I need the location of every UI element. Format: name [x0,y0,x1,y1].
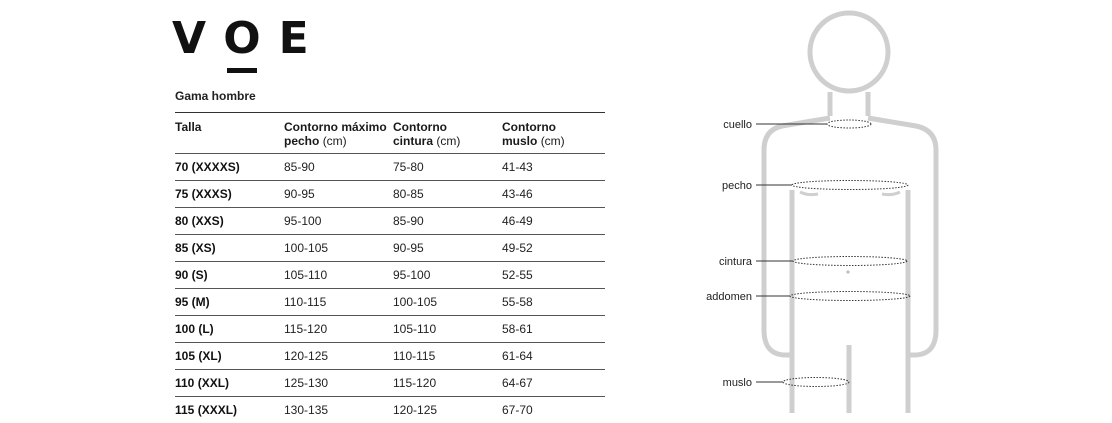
measurement-cell: 95-100 [393,262,502,289]
neck-measure-ring [827,120,871,128]
label-abdomen: addomen [706,291,752,303]
table-row [175,262,605,289]
label-thigh: muslo [723,377,752,389]
label-chest: pecho [722,180,752,192]
table-body [175,154,605,423]
size-cell: 115 (XXXL) [175,397,284,423]
table-row [175,235,605,262]
measurement-cell: 85-90 [284,154,393,181]
size-cell: 90 (S) [175,262,284,289]
measurement-cell: 80-85 [393,181,502,208]
table-row [175,370,605,397]
measurement-cell: 110-115 [284,289,393,316]
measurement-cell: 46-49 [502,208,605,235]
column-header-unit: (cm) [436,134,460,148]
measurement-cell: 120-125 [393,397,502,423]
measurement-cell: 41-43 [502,154,605,181]
table-header-row [175,113,605,154]
measurement-cell: 130-135 [284,397,393,423]
body-measurement-figure [700,0,960,413]
size-cell: 85 (XS) [175,235,284,262]
measurement-cell: 75-80 [393,154,502,181]
measurement-cell: 49-52 [502,235,605,262]
measurement-cell: 105-110 [284,262,393,289]
column-header-unit: (cm) [323,134,347,148]
measurement-cell: 58-61 [502,316,605,343]
column-header-subtitle: pecho [284,134,319,148]
table-row [175,397,605,423]
table-row [175,316,605,343]
column-header-unit: (cm) [541,134,565,148]
size-chart-table [175,112,605,423]
measurement-cell: 67-70 [502,397,605,423]
measurement-cell: 100-105 [393,289,502,316]
brand-logo: VOE [172,14,327,64]
column-header-subtitle: cintura [393,134,433,148]
range-title: Gama hombre [175,89,256,103]
table-row [175,154,605,181]
table-row [175,208,605,235]
measurement-cell: 105-110 [393,316,502,343]
measurement-cell: 110-115 [393,343,502,370]
measurement-cell: 115-120 [284,316,393,343]
measurement-cell: 55-58 [502,289,605,316]
measurement-cell: 43-46 [502,181,605,208]
waist-measure-ring [793,257,907,266]
table-row [175,181,605,208]
column-header-title: Contorno máximo [284,120,387,134]
size-cell: 75 (XXXS) [175,181,284,208]
measurement-cell: 95-100 [284,208,393,235]
column-header-title: Talla [175,120,201,134]
table-row [175,289,605,316]
measurement-cell: 100-105 [284,235,393,262]
measurement-cell: 90-95 [284,181,393,208]
measurement-cell: 64-67 [502,370,605,397]
column-header-title: Contorno [393,120,447,134]
measurement-cell: 115-120 [393,370,502,397]
measurement-cell: 90-95 [393,235,502,262]
size-cell: 95 (M) [175,289,284,316]
size-cell: 100 (L) [175,316,284,343]
measurement-cell: 125-130 [284,370,393,397]
label-waist: cintura [719,256,753,268]
column-header [284,113,393,154]
size-cell: 105 (XL) [175,343,284,370]
measurement-cell: 61-64 [502,343,605,370]
size-cell: 70 (XXXXS) [175,154,284,181]
measurement-cell: 52-55 [502,262,605,289]
abdomen-measure-ring [790,292,910,301]
column-header-subtitle: muslo [502,134,537,148]
logo-underline [227,68,257,73]
measurement-cell: 120-125 [284,343,393,370]
chest-measure-ring [792,181,908,190]
figure-head [810,13,888,91]
size-cell: 110 (XXL) [175,370,284,397]
column-header [175,113,284,154]
column-header [502,113,605,154]
measurement-cell: 85-90 [393,208,502,235]
column-header [393,113,502,154]
table-row [175,343,605,370]
label-neck: cuello [723,119,752,131]
size-cell: 80 (XXS) [175,208,284,235]
column-header-title: Contorno [502,120,556,134]
